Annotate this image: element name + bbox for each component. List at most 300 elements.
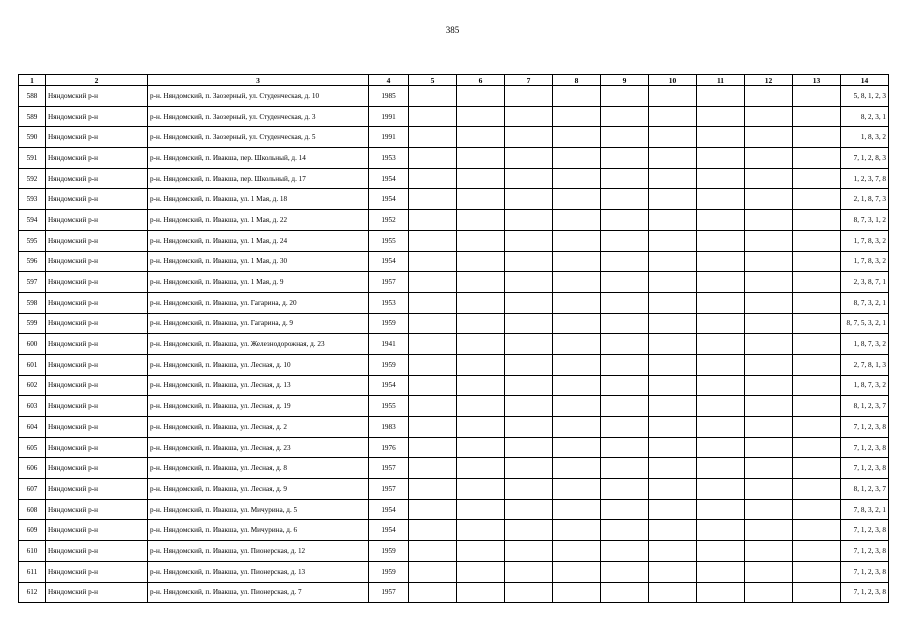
row-number-cell: 590 — [19, 127, 46, 148]
table-row — [19, 417, 889, 438]
empty-cell-col-10 — [649, 541, 697, 562]
column-header-1: 1 — [19, 75, 46, 86]
empty-cell-col-13 — [793, 396, 841, 417]
empty-cell-col-7 — [505, 582, 553, 603]
empty-cell-col-8 — [553, 210, 601, 231]
empty-cell-col-6 — [457, 499, 505, 520]
empty-cell-col-8 — [553, 106, 601, 127]
empty-cell-col-9 — [601, 458, 649, 479]
code-cell: 8, 7, 3, 1, 2 — [841, 210, 889, 231]
page-number: 385 — [445, 25, 460, 35]
column-header-11: 11 — [697, 75, 745, 86]
empty-cell-col-8 — [553, 292, 601, 313]
year-cell: 1957 — [369, 479, 409, 500]
empty-cell-col-13 — [793, 417, 841, 438]
empty-cell-col-10 — [649, 375, 697, 396]
empty-cell-col-5 — [409, 437, 457, 458]
empty-cell-col-6 — [457, 272, 505, 293]
row-number-cell: 595 — [19, 230, 46, 251]
column-header-8: 8 — [553, 75, 601, 86]
district-cell: Няндомский р-н — [46, 582, 148, 603]
empty-cell-col-7 — [505, 437, 553, 458]
code-cell: 1, 8, 7, 3, 2 — [841, 375, 889, 396]
empty-cell-col-7 — [505, 189, 553, 210]
empty-cell-col-9 — [601, 541, 649, 562]
address-cell: р-н. Няндомский, п. Ивакша, ул. Лесная, д. 23 — [148, 437, 369, 458]
code-cell: 7, 1, 2, 3, 8 — [841, 541, 889, 562]
empty-cell-col-12 — [745, 168, 793, 189]
empty-cell-col-12 — [745, 520, 793, 541]
empty-cell-col-8 — [553, 272, 601, 293]
table-row — [19, 437, 889, 458]
empty-cell-col-12 — [745, 251, 793, 272]
empty-cell-col-13 — [793, 582, 841, 603]
empty-cell-col-8 — [553, 561, 601, 582]
empty-cell-col-8 — [553, 313, 601, 334]
year-cell: 1957 — [369, 458, 409, 479]
empty-cell-col-5 — [409, 334, 457, 355]
empty-cell-col-12 — [745, 541, 793, 562]
year-cell: 1959 — [369, 354, 409, 375]
table-row — [19, 354, 889, 375]
address-cell: р-н. Няндомский, п. Ивакша, ул. Гагарина, д. 20 — [148, 292, 369, 313]
empty-cell-col-12 — [745, 210, 793, 231]
empty-cell-col-6 — [457, 582, 505, 603]
empty-cell-col-5 — [409, 210, 457, 231]
empty-cell-col-7 — [505, 148, 553, 169]
table-row — [19, 541, 889, 562]
district-cell: Няндомский р-н — [46, 210, 148, 231]
address-cell: р-н. Няндомский, п. Ивакша, ул. Лесная, д. 9 — [148, 479, 369, 500]
empty-cell-col-7 — [505, 292, 553, 313]
empty-cell-col-11 — [697, 396, 745, 417]
empty-cell-col-7 — [505, 168, 553, 189]
empty-cell-col-11 — [697, 437, 745, 458]
year-cell: 1959 — [369, 561, 409, 582]
district-cell: Няндомский р-н — [46, 417, 148, 438]
empty-cell-col-10 — [649, 458, 697, 479]
table-row — [19, 396, 889, 417]
empty-cell-col-8 — [553, 189, 601, 210]
empty-cell-col-10 — [649, 313, 697, 334]
address-cell: р-н. Няндомский, п. Ивакша, ул. Пионерская, д. 7 — [148, 582, 369, 603]
year-cell: 1955 — [369, 396, 409, 417]
district-cell: Няндомский р-н — [46, 561, 148, 582]
year-cell: 1983 — [369, 417, 409, 438]
table-row — [19, 499, 889, 520]
empty-cell-col-5 — [409, 458, 457, 479]
table-row — [19, 127, 889, 148]
row-number-cell: 605 — [19, 437, 46, 458]
empty-cell-col-10 — [649, 251, 697, 272]
empty-cell-col-11 — [697, 417, 745, 438]
district-cell: Няндомский р-н — [46, 86, 148, 107]
empty-cell-col-8 — [553, 354, 601, 375]
empty-cell-col-13 — [793, 437, 841, 458]
empty-cell-col-8 — [553, 251, 601, 272]
empty-cell-col-12 — [745, 354, 793, 375]
empty-cell-col-13 — [793, 127, 841, 148]
empty-cell-col-6 — [457, 313, 505, 334]
row-number-cell: 612 — [19, 582, 46, 603]
year-cell: 1954 — [369, 499, 409, 520]
year-cell: 1954 — [369, 189, 409, 210]
column-header-12: 12 — [745, 75, 793, 86]
year-cell: 1953 — [369, 148, 409, 169]
empty-cell-col-10 — [649, 272, 697, 293]
empty-cell-col-8 — [553, 458, 601, 479]
empty-cell-col-9 — [601, 437, 649, 458]
code-cell: 7, 1, 2, 3, 8 — [841, 561, 889, 582]
empty-cell-col-11 — [697, 148, 745, 169]
empty-cell-col-7 — [505, 106, 553, 127]
empty-cell-col-10 — [649, 354, 697, 375]
district-cell: Няндомский р-н — [46, 437, 148, 458]
year-cell: 1953 — [369, 292, 409, 313]
address-cell: р-н. Няндомский, п. Ивакша, ул. Мичурина, д. 5 — [148, 499, 369, 520]
empty-cell-col-6 — [457, 334, 505, 355]
code-cell: 7, 1, 2, 8, 3 — [841, 148, 889, 169]
row-number-cell: 598 — [19, 292, 46, 313]
code-cell: 1, 7, 8, 3, 2 — [841, 230, 889, 251]
address-cell: р-н. Няндомский, п. Заозерный, ул. Студенческая, д. 3 — [148, 106, 369, 127]
empty-cell-col-5 — [409, 230, 457, 251]
address-cell: р-н. Няндомский, п. Ивакша, ул. 1 Мая, д. 18 — [148, 189, 369, 210]
empty-cell-col-7 — [505, 230, 553, 251]
empty-cell-col-12 — [745, 106, 793, 127]
empty-cell-col-11 — [697, 292, 745, 313]
empty-cell-col-13 — [793, 334, 841, 355]
empty-cell-col-13 — [793, 292, 841, 313]
empty-cell-col-5 — [409, 582, 457, 603]
empty-cell-col-11 — [697, 189, 745, 210]
empty-cell-col-13 — [793, 458, 841, 479]
empty-cell-col-6 — [457, 417, 505, 438]
row-number-cell: 597 — [19, 272, 46, 293]
empty-cell-col-11 — [697, 561, 745, 582]
empty-cell-col-9 — [601, 292, 649, 313]
year-cell: 1957 — [369, 582, 409, 603]
district-cell: Няндомский р-н — [46, 520, 148, 541]
empty-cell-col-11 — [697, 582, 745, 603]
district-cell: Няндомский р-н — [46, 148, 148, 169]
empty-cell-col-5 — [409, 313, 457, 334]
row-number-cell: 593 — [19, 189, 46, 210]
code-cell: 7, 1, 2, 3, 8 — [841, 582, 889, 603]
empty-cell-col-10 — [649, 417, 697, 438]
code-cell: 5, 8, 1, 2, 3 — [841, 86, 889, 107]
empty-cell-col-6 — [457, 437, 505, 458]
row-number-cell: 600 — [19, 334, 46, 355]
empty-cell-col-13 — [793, 272, 841, 293]
row-number-cell: 591 — [19, 148, 46, 169]
code-cell: 1, 8, 3, 2 — [841, 127, 889, 148]
empty-cell-col-5 — [409, 561, 457, 582]
empty-cell-col-5 — [409, 520, 457, 541]
empty-cell-col-7 — [505, 479, 553, 500]
empty-cell-col-11 — [697, 375, 745, 396]
district-cell: Няндомский р-н — [46, 168, 148, 189]
empty-cell-col-11 — [697, 479, 745, 500]
empty-cell-col-5 — [409, 272, 457, 293]
table-row — [19, 148, 889, 169]
empty-cell-col-13 — [793, 230, 841, 251]
empty-cell-col-13 — [793, 189, 841, 210]
empty-cell-col-5 — [409, 292, 457, 313]
empty-cell-col-5 — [409, 106, 457, 127]
empty-cell-col-7 — [505, 210, 553, 231]
year-cell: 1959 — [369, 313, 409, 334]
table-row — [19, 479, 889, 500]
district-cell: Няндомский р-н — [46, 189, 148, 210]
empty-cell-col-9 — [601, 251, 649, 272]
empty-cell-col-5 — [409, 479, 457, 500]
empty-cell-col-12 — [745, 479, 793, 500]
empty-cell-col-9 — [601, 396, 649, 417]
table-row — [19, 251, 889, 272]
code-cell: 1, 8, 7, 3, 2 — [841, 334, 889, 355]
empty-cell-col-5 — [409, 375, 457, 396]
table-header-row — [19, 75, 889, 86]
empty-cell-col-12 — [745, 375, 793, 396]
table-row — [19, 561, 889, 582]
empty-cell-col-10 — [649, 189, 697, 210]
empty-cell-col-6 — [457, 251, 505, 272]
housing-registry-table — [18, 74, 889, 603]
code-cell: 7, 1, 2, 3, 8 — [841, 417, 889, 438]
empty-cell-col-9 — [601, 520, 649, 541]
code-cell: 1, 2, 3, 7, 8 — [841, 168, 889, 189]
year-cell: 1955 — [369, 230, 409, 251]
district-cell: Няндомский р-н — [46, 313, 148, 334]
year-cell: 1991 — [369, 106, 409, 127]
empty-cell-col-12 — [745, 127, 793, 148]
column-header-13: 13 — [793, 75, 841, 86]
address-cell: р-н. Няндомский, п. Ивакша, ул. Лесная, д. 13 — [148, 375, 369, 396]
year-cell: 1976 — [369, 437, 409, 458]
row-number-cell: 601 — [19, 354, 46, 375]
year-cell: 1941 — [369, 334, 409, 355]
district-cell: Няндомский р-н — [46, 396, 148, 417]
row-number-cell: 609 — [19, 520, 46, 541]
empty-cell-col-10 — [649, 86, 697, 107]
empty-cell-col-9 — [601, 230, 649, 251]
empty-cell-col-11 — [697, 127, 745, 148]
empty-cell-col-8 — [553, 417, 601, 438]
empty-cell-col-5 — [409, 417, 457, 438]
empty-cell-col-13 — [793, 541, 841, 562]
empty-cell-col-12 — [745, 292, 793, 313]
district-cell: Няндомский р-н — [46, 541, 148, 562]
empty-cell-col-7 — [505, 272, 553, 293]
empty-cell-col-6 — [457, 396, 505, 417]
empty-cell-col-8 — [553, 520, 601, 541]
empty-cell-col-5 — [409, 127, 457, 148]
address-cell: р-н. Няндомский, п. Ивакша, ул. Мичурина, д. 6 — [148, 520, 369, 541]
address-cell: р-н. Няндомский, п. Ивакша, ул. 1 Мая, д. 22 — [148, 210, 369, 231]
row-number-cell: 606 — [19, 458, 46, 479]
empty-cell-col-8 — [553, 437, 601, 458]
code-cell: 8, 1, 2, 3, 7 — [841, 396, 889, 417]
empty-cell-col-7 — [505, 417, 553, 438]
year-cell: 1954 — [369, 168, 409, 189]
address-cell: р-н. Няндомский, п. Ивакша, пер. Школьный, д. 14 — [148, 148, 369, 169]
address-cell: р-н. Няндомский, п. Ивакша, ул. Гагарина, д. 9 — [148, 313, 369, 334]
empty-cell-col-12 — [745, 148, 793, 169]
empty-cell-col-13 — [793, 251, 841, 272]
empty-cell-col-13 — [793, 210, 841, 231]
table-row — [19, 375, 889, 396]
row-number-cell: 611 — [19, 561, 46, 582]
empty-cell-col-12 — [745, 272, 793, 293]
table-row — [19, 210, 889, 231]
empty-cell-col-9 — [601, 168, 649, 189]
column-header-3: 3 — [148, 75, 369, 86]
empty-cell-col-12 — [745, 582, 793, 603]
empty-cell-col-8 — [553, 499, 601, 520]
empty-cell-col-8 — [553, 86, 601, 107]
empty-cell-col-9 — [601, 148, 649, 169]
row-number-cell: 602 — [19, 375, 46, 396]
table-row — [19, 520, 889, 541]
empty-cell-col-5 — [409, 251, 457, 272]
empty-cell-col-11 — [697, 168, 745, 189]
empty-cell-col-6 — [457, 168, 505, 189]
empty-cell-col-5 — [409, 86, 457, 107]
empty-cell-col-9 — [601, 417, 649, 438]
empty-cell-col-7 — [505, 334, 553, 355]
year-cell: 1954 — [369, 251, 409, 272]
empty-cell-col-5 — [409, 396, 457, 417]
table-row — [19, 292, 889, 313]
table-row — [19, 272, 889, 293]
empty-cell-col-13 — [793, 479, 841, 500]
district-cell: Няндомский р-н — [46, 499, 148, 520]
empty-cell-col-6 — [457, 520, 505, 541]
empty-cell-col-8 — [553, 334, 601, 355]
address-cell: р-н. Няндомский, п. Ивакша, ул. 1 Мая, д. 9 — [148, 272, 369, 293]
empty-cell-col-9 — [601, 334, 649, 355]
empty-cell-col-12 — [745, 437, 793, 458]
empty-cell-col-7 — [505, 458, 553, 479]
empty-cell-col-6 — [457, 127, 505, 148]
row-number-cell: 603 — [19, 396, 46, 417]
empty-cell-col-9 — [601, 479, 649, 500]
code-cell: 2, 3, 8, 7, 1 — [841, 272, 889, 293]
empty-cell-col-12 — [745, 561, 793, 582]
empty-cell-col-10 — [649, 210, 697, 231]
address-cell: р-н. Няндомский, п. Ивакша, ул. Лесная, д. 2 — [148, 417, 369, 438]
empty-cell-col-13 — [793, 499, 841, 520]
empty-cell-col-8 — [553, 479, 601, 500]
district-cell: Няндомский р-н — [46, 251, 148, 272]
empty-cell-col-7 — [505, 251, 553, 272]
address-cell: р-н. Няндомский, п. Ивакша, ул. 1 Мая, д. 24 — [148, 230, 369, 251]
empty-cell-col-13 — [793, 106, 841, 127]
district-cell: Няндомский р-н — [46, 292, 148, 313]
row-number-cell: 604 — [19, 417, 46, 438]
empty-cell-col-6 — [457, 541, 505, 562]
column-header-14: 14 — [841, 75, 889, 86]
table-row — [19, 189, 889, 210]
empty-cell-col-9 — [601, 189, 649, 210]
empty-cell-col-6 — [457, 458, 505, 479]
empty-cell-col-11 — [697, 313, 745, 334]
empty-cell-col-11 — [697, 251, 745, 272]
empty-cell-col-9 — [601, 375, 649, 396]
empty-cell-col-12 — [745, 313, 793, 334]
row-number-cell: 610 — [19, 541, 46, 562]
empty-cell-col-5 — [409, 168, 457, 189]
empty-cell-col-8 — [553, 168, 601, 189]
empty-cell-col-11 — [697, 458, 745, 479]
empty-cell-col-6 — [457, 189, 505, 210]
district-cell: Няндомский р-н — [46, 334, 148, 355]
column-header-10: 10 — [649, 75, 697, 86]
empty-cell-col-8 — [553, 230, 601, 251]
empty-cell-col-12 — [745, 417, 793, 438]
empty-cell-col-11 — [697, 210, 745, 231]
empty-cell-col-10 — [649, 479, 697, 500]
row-number-cell: 607 — [19, 479, 46, 500]
year-cell: 1952 — [369, 210, 409, 231]
empty-cell-col-12 — [745, 458, 793, 479]
district-cell: Няндомский р-н — [46, 106, 148, 127]
row-number-cell: 589 — [19, 106, 46, 127]
table-row — [19, 86, 889, 107]
row-number-cell: 592 — [19, 168, 46, 189]
empty-cell-col-13 — [793, 148, 841, 169]
code-cell: 2, 1, 8, 7, 3 — [841, 189, 889, 210]
empty-cell-col-8 — [553, 375, 601, 396]
empty-cell-col-10 — [649, 561, 697, 582]
empty-cell-col-10 — [649, 396, 697, 417]
table-row — [19, 106, 889, 127]
table-row — [19, 313, 889, 334]
empty-cell-col-11 — [697, 541, 745, 562]
empty-cell-col-8 — [553, 127, 601, 148]
address-cell: р-н. Няндомский, п. Ивакша, ул. Пионерская, д. 12 — [148, 541, 369, 562]
code-cell: 1, 7, 8, 3, 2 — [841, 251, 889, 272]
code-cell: 8, 7, 3, 2, 1 — [841, 292, 889, 313]
empty-cell-col-13 — [793, 375, 841, 396]
empty-cell-col-13 — [793, 313, 841, 334]
empty-cell-col-6 — [457, 354, 505, 375]
district-cell: Няндомский р-н — [46, 127, 148, 148]
empty-cell-col-11 — [697, 354, 745, 375]
empty-cell-col-12 — [745, 86, 793, 107]
empty-cell-col-7 — [505, 375, 553, 396]
code-cell: 7, 1, 2, 3, 8 — [841, 520, 889, 541]
empty-cell-col-10 — [649, 499, 697, 520]
empty-cell-col-6 — [457, 210, 505, 231]
empty-cell-col-9 — [601, 127, 649, 148]
year-cell: 1954 — [369, 375, 409, 396]
empty-cell-col-7 — [505, 499, 553, 520]
empty-cell-col-7 — [505, 561, 553, 582]
empty-cell-col-11 — [697, 230, 745, 251]
empty-cell-col-5 — [409, 189, 457, 210]
column-header-9: 9 — [601, 75, 649, 86]
code-cell: 7, 1, 2, 3, 8 — [841, 437, 889, 458]
empty-cell-col-7 — [505, 520, 553, 541]
empty-cell-col-6 — [457, 375, 505, 396]
empty-cell-col-10 — [649, 127, 697, 148]
code-cell: 8, 1, 2, 3, 7 — [841, 479, 889, 500]
empty-cell-col-5 — [409, 354, 457, 375]
year-cell: 1957 — [369, 272, 409, 293]
empty-cell-col-13 — [793, 168, 841, 189]
